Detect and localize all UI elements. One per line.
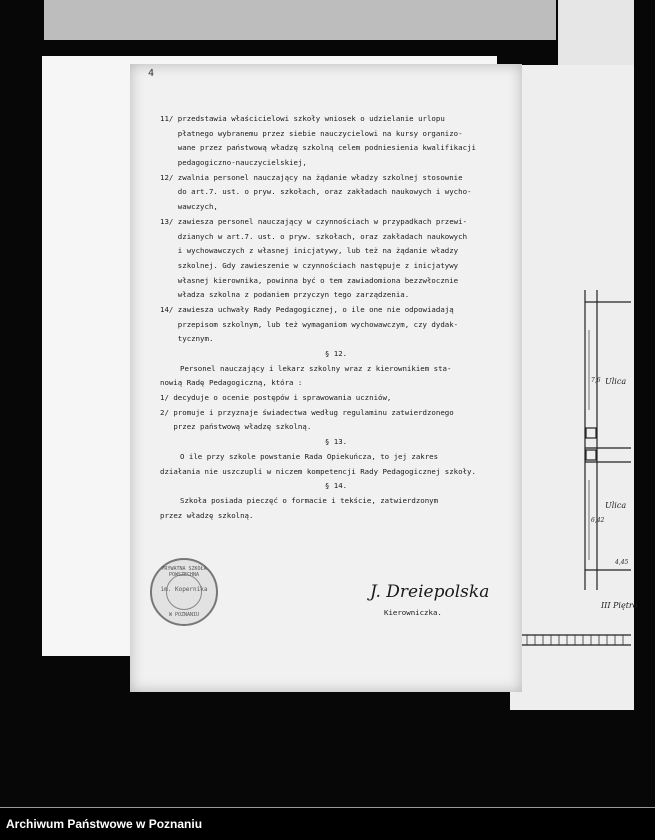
plan-label: 6,42 [591, 517, 605, 524]
text-line: przepisom szkolnym, lub też wymaganiom wychowawczym, czy dydak- [160, 319, 459, 329]
school-stamp [150, 558, 218, 626]
background-paper-top [44, 0, 556, 40]
text-line: § 14. [324, 481, 348, 491]
stamp-top-text: PRYWATNA SZKOŁA POWSZECHNA [161, 566, 207, 578]
text-line: § 12. [324, 349, 348, 358]
text-line: przez władzę szkolną. [160, 510, 254, 520]
text-line: O ile przy szkole powstanie Rada Opiekuńcza, to jej zakres [180, 451, 439, 461]
archive-name: Archiwum Państwowe w Poznaniu [6, 817, 203, 831]
page-number: 4 [148, 68, 155, 79]
text-line: władza szkolna z podaniem przyczyn tego zarządzenia. [160, 290, 410, 300]
text-line: Personel nauczający i lekarz szkolny wraz z kierownikiem sta- [180, 363, 452, 373]
text-line: 1/ decyduje o ocenie postępów i sprawowania uczniów, [160, 393, 392, 403]
text-line: płatnego wybranemu przez siebie nauczycielowi na kursy organizo- [160, 128, 463, 138]
floor-plan [515, 290, 638, 660]
text-line: 13/ zawiesza personel nauczający w czynnościach w przypadkach przewi- [160, 216, 468, 226]
text-line: nowią Radę Pedagogiczną, która : [160, 378, 303, 388]
plan-label: 4,45 [615, 559, 629, 566]
text-line: własnej kierownika, powinna być o tem zawiadomiona bezzwłocznie [160, 275, 459, 285]
text-line: dzianych w art.7. ust. o pryw. szkołach, oraz zakładach naukowych [160, 231, 468, 241]
text-line: Szkoła posiada pieczęć o formacie i tekście, zatwierdzonym [180, 495, 439, 505]
text-line: i wychowawczych z własnej inicjatywy, lub też na żądanie władzy [160, 246, 459, 256]
text-line: szkolnej. Gdy zawieszenie w czynnościach następuje z inicjatywy [160, 260, 459, 270]
text-line: pedagogiczno-nauczycielskiej, [160, 158, 307, 168]
text-line: 14/ zawiesza uchwały Rady Pedagogicznej, o ile one nie odpowiadają [160, 304, 454, 314]
text-line: działania nie uszczupli w niczem kompetencji Rady Pedagogicznej szkoły. [160, 466, 476, 476]
text-line: 2/ promuje i przyznaje świadectwa według regulaminu zatwierdzonego [160, 407, 454, 417]
stamp-middle-text: im. Kopernika [160, 586, 208, 593]
text-line: § 13. [324, 437, 348, 447]
signature-role: Kierowniczka. [384, 608, 442, 617]
plan-label: Ulica [605, 501, 627, 510]
text-line: wawczych, [160, 202, 218, 212]
text-line: tycznym. [160, 334, 214, 344]
plan-label: 7,6 [591, 377, 601, 384]
text-line: 11/ przedstawia właścicielowi szkoły wniosek o udzielanie urlopu [160, 114, 445, 123]
background-paper-top-right [558, 0, 634, 70]
text-line: do art.7. ust. o pryw. szkołach, oraz zakładach naukowych i wycho- [160, 187, 472, 197]
plan-label: Ulica [605, 377, 627, 386]
document-text [160, 112, 512, 523]
text-line: przez państwową władzę szkolną. [160, 422, 312, 432]
stamp-bottom-text: W POZNANIU [168, 612, 200, 618]
plan-label: III Piętro [601, 601, 638, 610]
document-page [130, 64, 522, 692]
signature: J. Dreiepolska [370, 582, 490, 602]
text-line: wane przez państwową władzę szkolną celem podniesienia kwalifikacji [160, 143, 476, 153]
text-line: 12/ zwalnia personel nauczający na żądanie władzy szkolnej stosownie [160, 172, 463, 182]
